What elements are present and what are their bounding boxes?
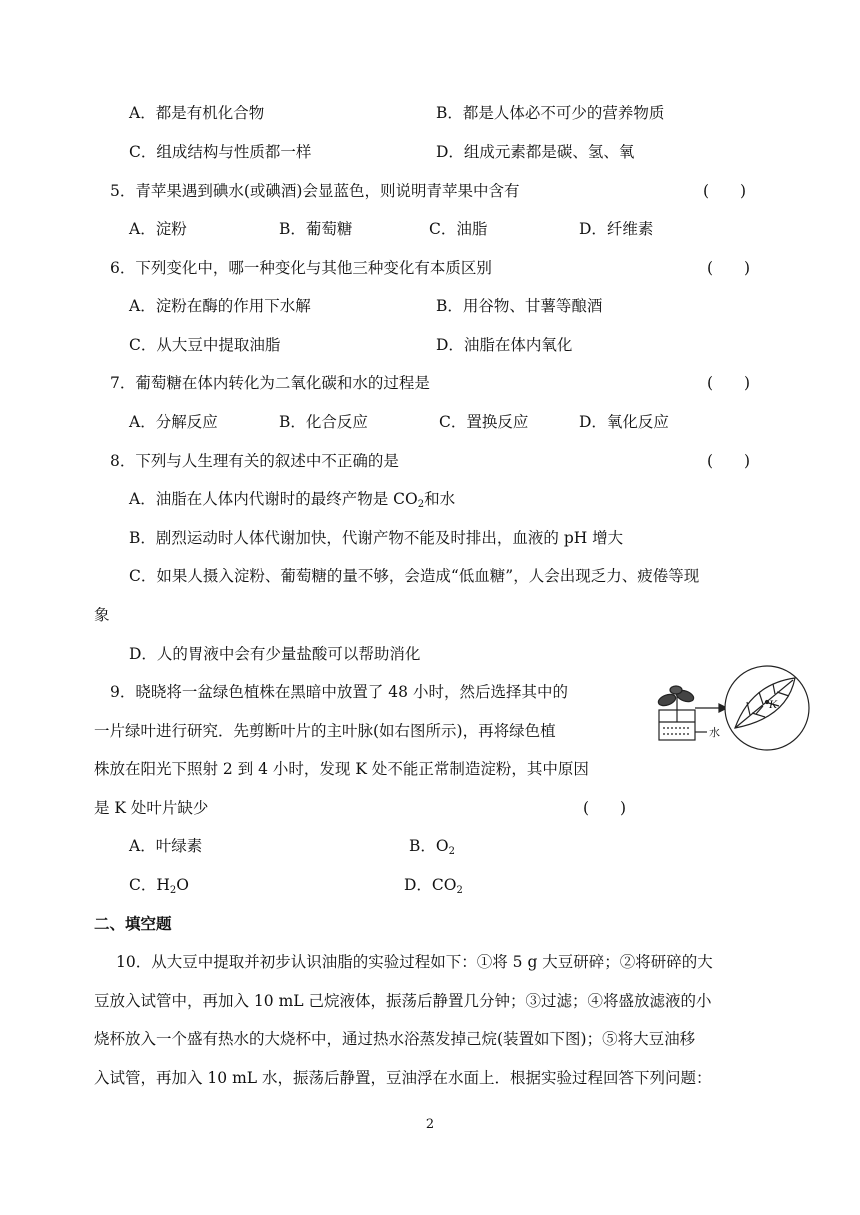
q6-option-a: A．淀粉在酶的作用下水解 — [129, 297, 311, 315]
q8-option-b: B．剧烈运动时人体代谢加快，代谢产物不能及时排出，血液的 pH 增大 — [129, 529, 624, 547]
q9-option-b: B．$O_2$ — [409, 837, 455, 857]
q8-option-a: A．油脂在人体内代谢时的最终产物是 $CO_2$和水 — [129, 490, 456, 510]
q6-option-c: C．从大豆中提取油脂 — [129, 336, 281, 354]
q9-stem-line4: 是 K 处叶片缺少 — [94, 799, 209, 817]
q10-stem-line4: 入试管，再加入 10 mL 水，振荡后静置，豆油浮在水面上．根据实验过程回答下列问题： — [94, 1069, 712, 1087]
q10-stem-line1: 10．从大豆中提取并初步认识油脂的实验过程如下：①将 5 g 大豆研碎；②将研碎的大 — [116, 953, 713, 971]
q6-option-b: B．用谷物、甘薯等酿酒 — [436, 297, 603, 315]
q6-stem: 6．下列变化中，哪一种变化与其他三种变化有本质区别 — [110, 259, 492, 277]
q9-option-d: D．$CO_2$ — [404, 876, 463, 896]
q9-option-a: A．叶绿素 — [129, 837, 203, 855]
q8-stem: 8．下列与人生理有关的叙述中不正确的是 — [110, 452, 399, 470]
q9-stem-line3: 株放在阳光下照射 2 到 4 小时，发现 K 处不能正常制造淀粉，其中原因 — [94, 760, 589, 778]
section-title-fill-in: 二、填空题 — [94, 915, 172, 933]
q5-option-a: A．淀粉 — [129, 220, 187, 238]
q4-option-d: D．组成元素都是碳、氢、氧 — [436, 143, 635, 161]
q5-stem: 5．青苹果遇到碘水(或碘酒)会显蓝色，则说明青苹果中含有 — [110, 182, 520, 200]
q10-stem-line3: 烧杯放入一个盛有热水的大烧杯中，通过热水浴蒸发掉己烷(装置如下图)；⑤将大豆油移 — [94, 1030, 696, 1048]
q7-answer-bracket: ( ) — [707, 374, 751, 392]
q7-option-c: C．置换反应 — [439, 413, 529, 431]
q8-answer-bracket: ( ) — [707, 452, 751, 470]
q5-option-b: B．葡萄糖 — [279, 220, 353, 238]
q5-option-d: D．纤维素 — [579, 220, 654, 238]
q7-option-d: D．氧化反应 — [579, 413, 669, 431]
page-number: 2 — [425, 1117, 435, 1132]
q9-option-c: C．$H_2O$ — [129, 876, 189, 896]
q6-option-d: D．油脂在体内氧化 — [436, 336, 573, 354]
q6-answer-bracket: ( ) — [707, 259, 751, 277]
q4-option-a: A．都是有机化合物 — [129, 104, 265, 122]
q4-option-c: C．组成结构与性质都一样 — [129, 143, 312, 161]
q5-option-c: C．油脂 — [429, 220, 488, 238]
q7-option-b: B．化合反应 — [279, 413, 368, 431]
q9-stem-line1: 9．晓晓将一盆绿色植株在黑暗中放置了 48 小时，然后选择其中的 — [110, 683, 568, 701]
q5-answer-bracket: ( ) — [703, 182, 747, 200]
q9-figure-water-label: 水 — [709, 727, 720, 739]
q10-stem-line2: 豆放入试管中，再加入 10 mL 己烷液体，振荡后静置几分钟；③过滤；④将盛放滤液的小 — [94, 992, 712, 1010]
q8-option-c-line1: C．如果人摄入淀粉、葡萄糖的量不够，会造成“低血糖”，人会出现乏力、疲倦等现 — [129, 567, 700, 585]
q7-option-a: A．分解反应 — [129, 413, 218, 431]
q4-option-b: B．都是人体必不可少的营养物质 — [436, 104, 665, 122]
q8-option-d: D．人的胃液中会有少量盐酸可以帮助消化 — [129, 645, 421, 663]
q9-plant-leaf-figure — [655, 660, 815, 760]
q8-option-c-line2: 象 — [94, 606, 110, 624]
q9-figure-k-label: K — [769, 697, 778, 711]
q9-answer-bracket: ( ) — [583, 799, 627, 817]
q9-stem-line2: 一片绿叶进行研究．先剪断叶片的主叶脉(如右图所示)，再将绿色植 — [94, 722, 556, 740]
q7-stem: 7．葡萄糖在体内转化为二氧化碳和水的过程是 — [110, 374, 430, 392]
